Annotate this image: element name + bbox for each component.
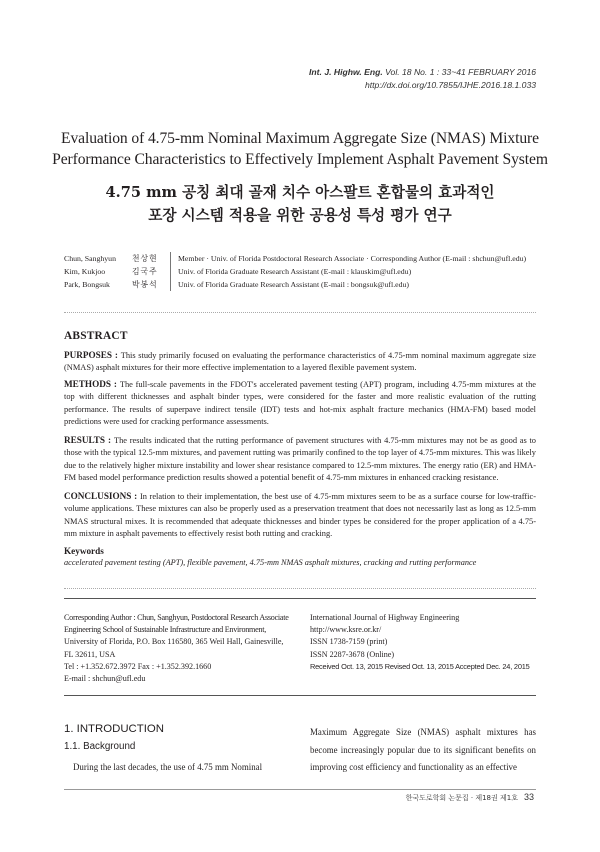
correspondence-line: Corresponding Author : Chun, Sanghyun, Postdoctoral Research Associate [64,613,289,622]
correspondence-block [64,612,298,685]
journal-citation [309,66,536,79]
volume-info: Vol. 18 No. 1 : 33~41 FEBRUARY 2016 [382,67,536,77]
keywords-text: accelerated pavement testing (APT), flexible pavement, 4.75-mm NMAS asphalt mixtures, cracking and rutting performance [64,558,477,567]
korean-title-line: 포장 시스템 적용을 위한 공용성 특성 평가 연구 [148,207,452,224]
author-row [64,265,544,278]
purposes-text: This study primarily focused on evaluating the performance characteristics of 4.75-mm nominal maximum aggregate size (NMAS) asphalt mixtures for their more effective implementation to a layered flexible pavement system. [64,351,536,373]
conclusions-label: CONCLUSIONS : [64,491,140,501]
section-rule [64,598,536,599]
author-affiliation: Univ. of Florida Graduate Research Assistant (E-mail : bongsuk@ufl.edu) [170,278,409,291]
footer-journal-name: 한국도로학회 논문집 · 제18권 제1호 [405,794,518,802]
abstract-heading: ABSTRACT [64,330,128,342]
journal-abbrev: Int. J. Highw. Eng. [309,67,383,77]
author-list [64,252,544,291]
doi-link[interactable]: http://dx.doi.org/10.7855/IJHE.2016.18.1.033 [364,80,536,90]
abstract-purposes [64,349,536,375]
methods-label: METHODS : [64,379,120,389]
page-number: 33 [523,792,534,802]
conclusions-text: In relation to their implementation, the best use of 4.75-mm mixtures seem to be as a surface course for low-traffic-volume applications. These mixtures can also be properly used as a preservation treatment that does not necessarily last as long as 12.5-mm NMAS structural mixes. It is recommended that adequate thicknesses and binder types be considered for the proper application of a 4.75-mm mixture in asphalt pavements to effectively resist both rutting and cracking. [64,492,536,539]
journal-url[interactable]: http://www.ksre.or.kr/ [310,625,382,635]
introduction-heading: 1. INTRODUCTION [64,723,164,735]
correspondence-line: University of Florida, P.O. Box 116580, 365 Weil Hall, Gainesville, [64,637,284,647]
abstract-conclusions [64,490,536,541]
keywords-heading: Keywords [64,546,104,556]
abstract-methods [64,378,536,429]
methods-text: The full-scale pavements in the FDOT's accelerated pavement testing (APT) program, including 4.75-mm mixtures at the top with different thicknesses and asphalt binder types, were considered for the faster and more realistic evaluation of the rutting performance. The results of superpave indirect tensile (IDT) tests and hot-mix asphalt fracture mechanics (HMA-FM) based model predictions were used for cracking performance assessments. [64,380,536,427]
results-label: RESULTS : [64,435,114,445]
background-subheading: 1.1. Background [64,741,136,752]
issn-print: ISSN 1738-7159 (print) [310,637,388,647]
english-title-line: Performance Characteristics to Effectively Implement Asphalt Pavement System [52,151,548,168]
korean-title [40,181,560,227]
intro-paragraph-right: Maximum Aggregate Size (NMAS) asphalt mixtures has become increasingly popular due to its significant benefits on improving cost efficiency and functionality as an effective [310,727,536,773]
author-name-en: Park, Bongsuk [64,280,110,289]
submission-dates: Received Oct. 13, 2015 Revised Oct. 13, 2015 Accepted Dec. 24, 2015 [310,661,530,671]
footer-rule [64,789,536,790]
author-affiliation: Member · Univ. of Florida Postdoctoral Research Associate · Corresponding Author (E-mail : shchun@ufl.edu) [170,252,526,265]
section-rule [64,695,536,696]
purposes-label: PURPOSES : [64,350,121,360]
author-row [64,252,544,265]
author-name-ko: 김국주 [132,267,158,276]
author-row [64,278,544,291]
correspondence-line: FL 32611, USA [64,649,116,659]
author-name-en: Chun, Sanghyun [64,254,116,263]
intro-paragraph-left: During the last decades, the use of 4.75 mm Nominal [73,762,263,772]
section-divider [64,588,536,589]
author-name-ko: 천상현 [132,254,158,263]
author-name-ko: 박봉석 [132,280,158,289]
section-divider [64,312,536,313]
english-title-line: Evaluation of 4.75-mm Nominal Maximum Aggregate Size (NMAS) Mixture [61,130,539,147]
abstract-results [64,434,536,485]
author-name-en: Kim, Kukjoo [64,267,106,276]
journal-name: International Journal of Highway Engineering [310,613,460,622]
correspondence-contact: Tel : +1.352.672.3972 Fax : +1.352.392.1660 [64,661,212,671]
results-text: The results indicated that the rutting performance of pavement structures with 4.75-mm mixtures may not be as good as to those with the typical 12.5-mm mixtures, and pavement rutting was primarily confined to the top layer of 4.75-mm mixtures. This was likely due to the relatively higher mixture instability and lower shear resistance compared to 12.5-mm mixtures. The energy ratio (ER) and HMA-FM based model performance prediction results showed a potential benefit of 4.75-mm mixtures in enhanced cracking resistance. [64,436,536,483]
correspondence-email[interactable]: E-mail : shchun@ufl.edu [64,674,146,684]
issn-online: ISSN 2287-3678 (Online) [310,649,395,659]
english-title [40,128,560,170]
journal-header [309,66,536,92]
korean-title-line: 4.75 mm 공칭 최대 골재 치수 아스팔트 혼합물의 효과적인 [105,184,495,201]
author-affiliation: Univ. of Florida Graduate Research Assistant (E-mail : klauskim@ufl.edu) [170,265,411,278]
journal-info-block [310,612,540,673]
correspondence-line: Engineering School of Sustainable Infrastructure and Environment, [64,625,266,635]
page-footer [406,792,534,803]
